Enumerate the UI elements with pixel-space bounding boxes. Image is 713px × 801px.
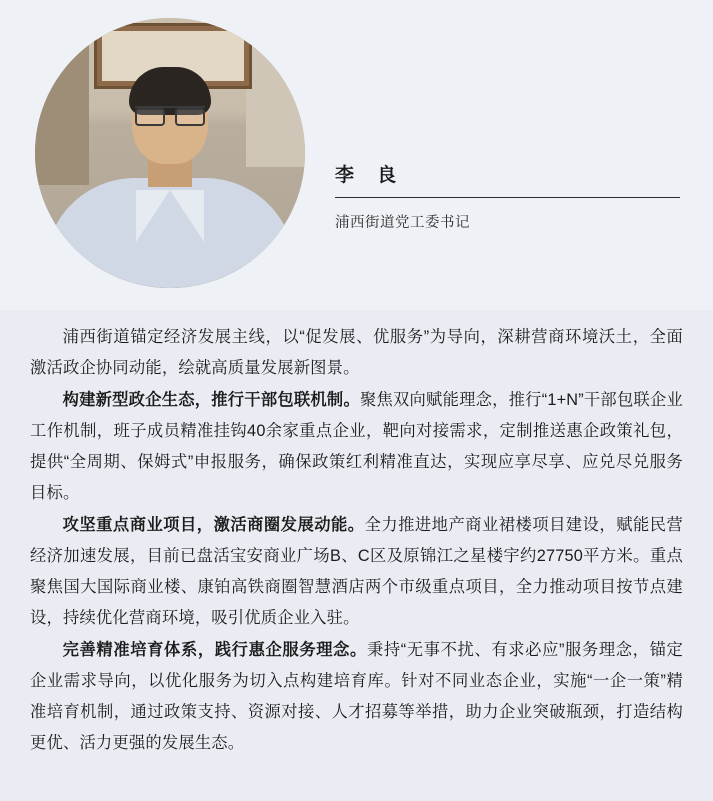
photo-door-shape: [35, 18, 89, 185]
paragraph-text: 全力推进地产商业裙楼项目建设，赋能民营经济加速发展，目前已盘活宝安商业广场B、C区及原锦江之星楼宇约27750平方米。重点聚焦国大国际商业楼、康铂高铁商圈智慧酒店两个市级重点项目，全力推动项目按节点建设，持续优化营商环境，吸引优质企业入驻。: [30, 516, 683, 627]
portrait-photo: [35, 18, 305, 288]
photo-collar-right: [170, 190, 204, 242]
paragraph-lead: 攻坚重点商业项目，激活商圈发展动能。: [62, 516, 365, 534]
profile-name-block: [335, 160, 680, 232]
paragraph: [30, 510, 683, 634]
paragraph-text: 聚焦双向赋能理念，推行“1+N”干部包联企业工作机制，班子成员精准挂钩40余家重点企业，靶向对接需求，定制推送惠企政策礼包，提供“全周期、保姆式”申报服务，确保政策红利精准直达，实现应享尽享、应兑尽兑服务目标。: [30, 391, 683, 502]
paragraph-text: 浦西街道锚定经济发展主线，以“促发展、优服务”为导向，深耕营商环境沃土，全面激活政企协同动能，绘就高质量发展新图景。: [30, 328, 683, 377]
profile-banner: [0, 0, 713, 310]
avatar: [35, 18, 305, 288]
paragraph: [30, 635, 683, 759]
person-title: 浦西街道党工委书记: [335, 215, 470, 231]
photo-collar-left: [136, 190, 170, 242]
paragraph-text: 秉持“无事不扰、有求必应”服务理念，锚定企业需求导向，以优化服务为切入点构建培育库。针对不同业态企业，实施“一企一策”精准培育机制，通过政策支持、资源对接、人才招募等举措，助力企业突破瓶颈，打造结构更优、活力更强的发展生态。: [30, 641, 683, 752]
glasses-icon: [135, 106, 205, 124]
paragraph-lead: 完善精准培育体系，践行惠企服务理念。: [62, 641, 367, 659]
person-name: 李 良: [335, 165, 399, 186]
paragraph: [30, 322, 683, 384]
divider: [335, 197, 680, 198]
article-body: [0, 322, 713, 760]
paragraph-lead: 构建新型政企生态，推行干部包联机制。: [62, 391, 360, 409]
photo-wall-shape: [246, 18, 305, 167]
paragraph: [30, 385, 683, 509]
